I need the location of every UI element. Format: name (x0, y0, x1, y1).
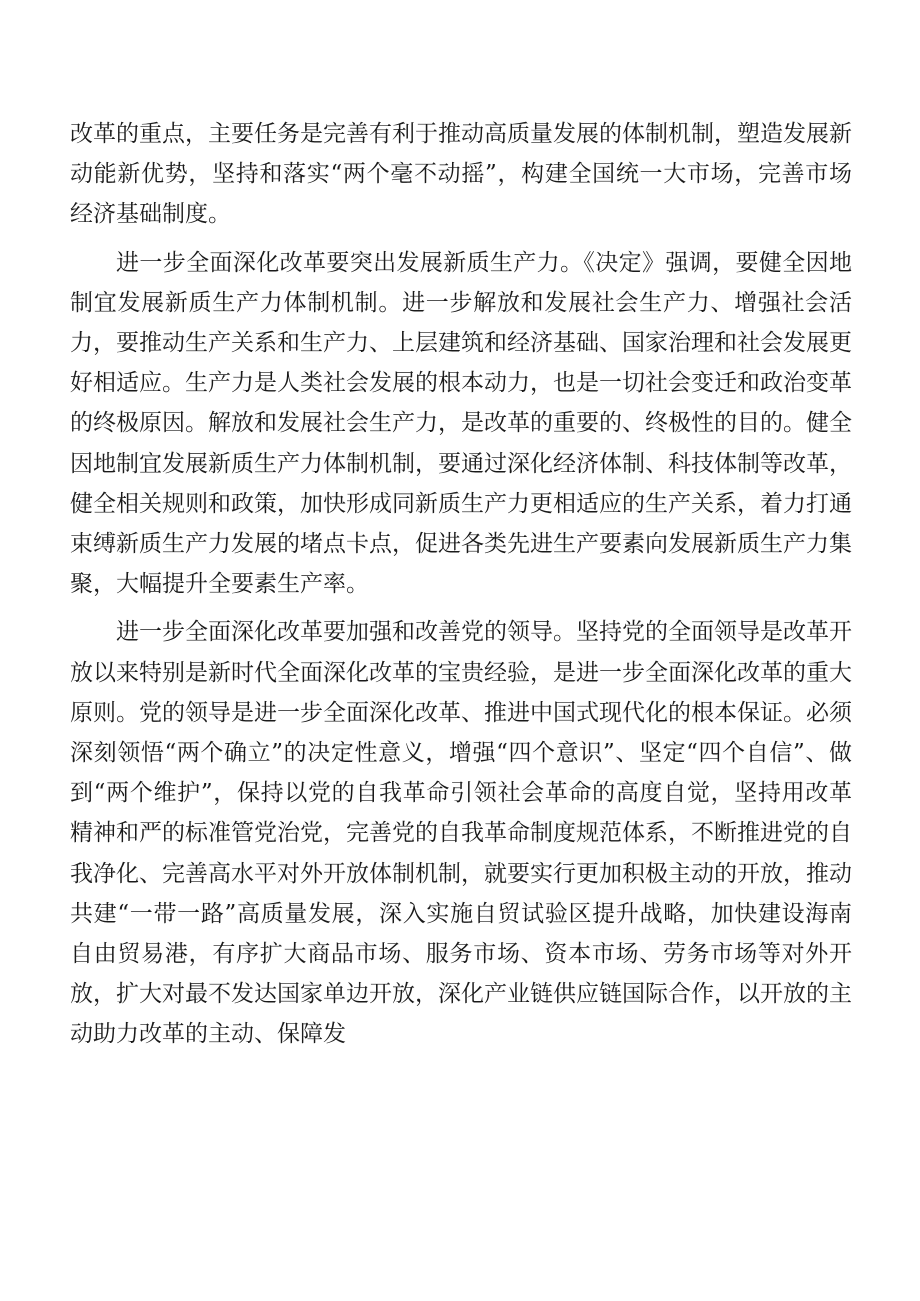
paragraph-2: 进一步全面深化改革要突出发展新质生产力。《决定》强调，要健全因地制宜发展新质生产力体制机制。进一步解放和发展社会生产力、增强社会活力，要推动生产关系和生产力、上层建筑和经济基础、国家治理和社会发展更好相适应。生产力是人类社会发展的根本动力，也是一切社会变迁和政治变革的终极原因。解放和发展社会生产力，是改革的重要的、终极性的目的。健全因地制宜发展新质生产力体制机制，要通过深化经济体制、科技体制等改革，健全相关规则和政策，加快形成同新质生产力更相适应的生产关系，着力打通束缚新质生产力发展的堵点卡点，促进各类先进生产要素向发展新质生产力集聚，大幅提升全要素生产率。 (70, 249, 852, 598)
document-body (70, 114, 852, 1063)
paragraph-3: 进一步全面深化改革要加强和改善党的领导。坚持党的全面领导是改革开放以来特别是新时代全面深化改革的宝贵经验，是进一步全面深化改革的重大原则。党的领导是进一步全面深化改革、推进中国式现代化的根本保证。必须深刻领悟“两个确立”的决定性意义，增强“四个意识”、坚定“四个自信”、做到“两个维护”，保持以党的自我革命引领社会革命的高度自觉，坚持用改革精神和严的标准管党治党，完善党的自我革命制度规范体系，不断推进党的自我净化、完善高水平对外开放体制机制，就要实行更加积极主动的开放，推动共建“一带一路”高质量发展，深入实施自贸试验区提升战略，加快建设海南自由贸易港，有序扩大商品市场、服务市场、资本市场、劳务市场等对外开放，扩大对最不发达国家单边开放，深化产业链供应链国际合作，以开放的主动助力改革的主动、保障发 (70, 619, 852, 1048)
paragraph-1: 改革的重点，主要任务是完善有利于推动高质量发展的体制机制，塑造发展新动能新优势，坚持和落实“两个毫不动摇”，构建全国统一大市场，完善市场经济基础制度。 (70, 121, 852, 228)
